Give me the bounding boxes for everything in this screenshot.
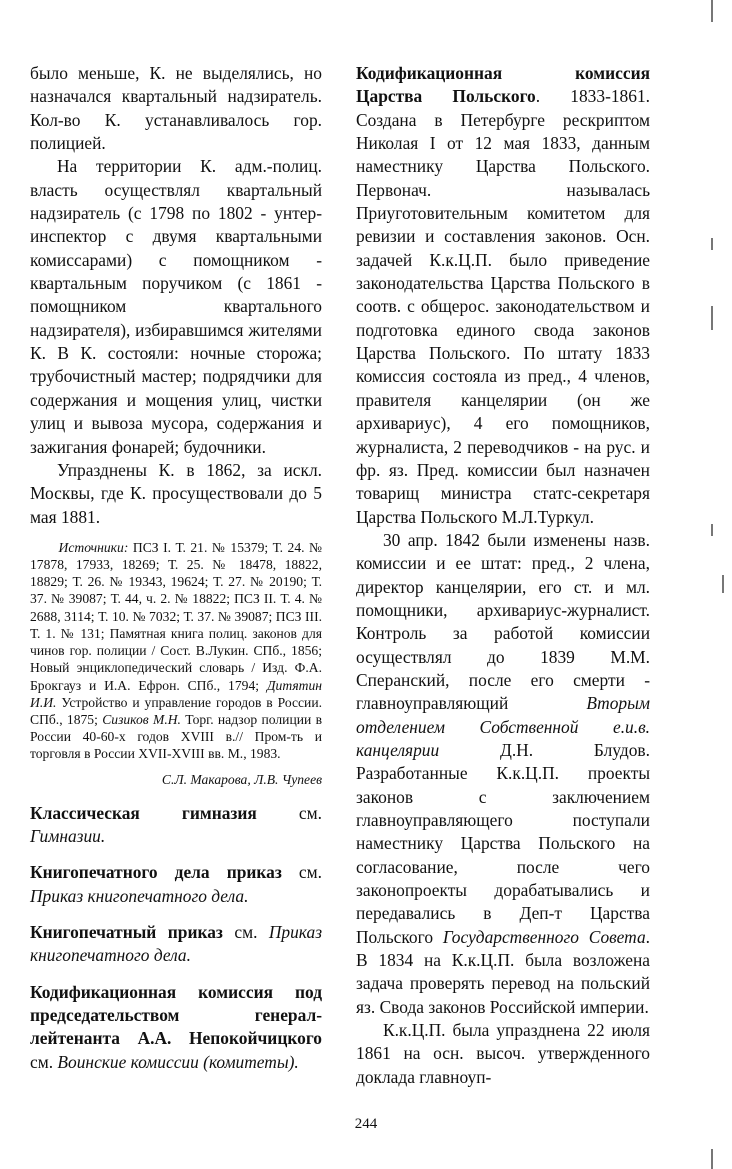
sources-text: Торг. надзор полиции в России 40-60-х годов XVIII в.// Пром-ть и торговля в России XVII-XVIII вв. М., 1983. [30,711,323,762]
scan-edge-mark [711,238,713,250]
sources-text: ПСЗ I. Т. 21. № 15379; Т. 24. № 17878, 17933, 18269; Т. 25. № 18478, 18822, 18829; Т. 26. № 19343, 19624; Т. 27. № 20190; Т. 37. № 39087; Т. 44, ч. 2. № 18822; ПСЗ II. Т. 4. № 2688, 3114; Т. 10. № 7032; Т. 37. № 39087; ПСЗ III. Т. 1. № 131; Памятная книга полиц. законов для чинов гор. полиции / Сост. В.Лукин. СПб., 1856; Новый энциклопедический словарь / Изд. Ф.А. Брокгауз и И.А. Ефрон. СПб., 1794; [30,539,322,693]
article-text: . 1833-1861. Создана в Петербурге рескриптом Николая I от 12 мая 1833, данным наместнику Царства Польского. Первонач. называлась Приуготовительным комитетом для ревизии и составления законов. Осн. задачей К.к.Ц.П. было приведение законодательства Царства Польского в соотв. с общерос. законодательством и подготовка единого свода законов Царства Польского. По штату 1833 комиссия состояла из пред., 4 членов, правителя канцелярии (он же архивариус), 4 его помощников, журналиста, 2 переводчиков - на рус. и фр. яз. Пред. комиссии был назначен товарищ министра статс-секретаря Царства Польского М.Л.Туркул. [356,86,650,527]
page-number: 244 [354,1116,378,1132]
paragraph: К.к.Ц.П. была упразднена 22 июля 1861 на осн. высоч. утвержденного доклада главноуп- [356,1020,650,1087]
paragraph-text: Д.Н. Блудов. Разработанные К.к.Ц.П. проекты законов с заключением главноуправляющего поступали наместнику Царства Польского на согласование, после чего законопроекты дорабатывались и передавались в Деп-т Царства Польского [356,739,650,947]
source-author: Дитятин И.И. [30,677,322,710]
paragraph: На территории К. адм.-полиц. власть осуществлял квартальный надзиратель (с 1798 по 1802 - унтер-инспектор с двумя квартальными комиссарами) с помощником - квартальным поручиком (с 1861 - помощником квартального надзирателя), избиравшимся жителями К. В К. состояли: ночные сторожа; трубочистный мастер; подрядчики для содержания и мощения улиц, чистки улиц и вывоза мусора, содержания и зажигания фонарей; будочники. [30,156,322,457]
entry-reference: Гимназии. [30,825,106,846]
entry-reference: Приказ книгопечатного дела. [30,921,322,966]
scan-edge-mark [711,306,713,330]
paragraph: Упразднены К. в 1862, за искл. Москвы, где К. просуществовали до 5 мая 1881. [30,459,322,527]
entry-reference: Воинские комиссии (комитеты). [57,1051,299,1072]
paragraph-text: 30 апр. 1842 были изменены назв. комиссии и ее штат: пред., 2 члена, директор канцелярии, его ст. и мл. помощники, архивариус-журналист. Контроль за работой комиссии осуществлял до 1839 М.М. Сперанский, после его смерти - главноуправляющий [356,529,650,714]
cross-reference-entry [30,981,322,1074]
sources-block [30,539,322,763]
paragraph-text: . В 1834 на К.к.Ц.П. была возложена задача проверять перевод на польский яз. Свода законов Российской империи. [356,926,651,1017]
sources-text: Устройство и управление городов в России. СПб., 1875; [30,694,322,727]
cross-reference-entry [30,861,322,908]
scan-edge-mark [722,575,724,593]
paragraph: было меньше, К. не выделялись, но назначался квартальный надзиратель. Кол-во К. устанавливалось гор. полицией. [30,63,322,154]
see-label: см. [256,802,322,823]
source-author: Сизиков М.Н. [102,711,181,727]
cross-reference-entry [30,921,322,968]
right-column [356,62,650,1089]
entry-title: Книгопечатного дела приказ [30,862,282,883]
sources-label: Источники: [58,539,129,555]
see-label: см. [30,1051,58,1072]
scan-edge-mark [711,524,713,536]
left-column [30,62,322,1074]
italic-reference: Вторым отделением Собственной е.и.в. канцелярии [356,693,650,760]
article-intro [356,62,650,529]
see-label: см. [281,862,323,883]
paragraph [356,529,650,1019]
article-title: Кодификационная комиссия Царства Польского [356,63,650,107]
cross-reference-entry [30,802,322,849]
scan-edge-mark [711,1149,713,1169]
entry-title: Классическая гимназия [30,802,257,823]
italic-reference: Государственного Совета [442,926,646,947]
scan-edge-mark [711,0,713,22]
article-authors: С.Л. Макарова, Л.В. Чупеев [161,771,322,787]
entry-title: Книгопечатный приказ [30,921,223,942]
see-label: см. [222,921,269,942]
entry-reference: Приказ книгопечатного дела. [30,885,249,906]
entry-title: Кодификационная комиссия под председательством генерал-лейтенанта А.А. Непокойчицкого [30,981,322,1049]
